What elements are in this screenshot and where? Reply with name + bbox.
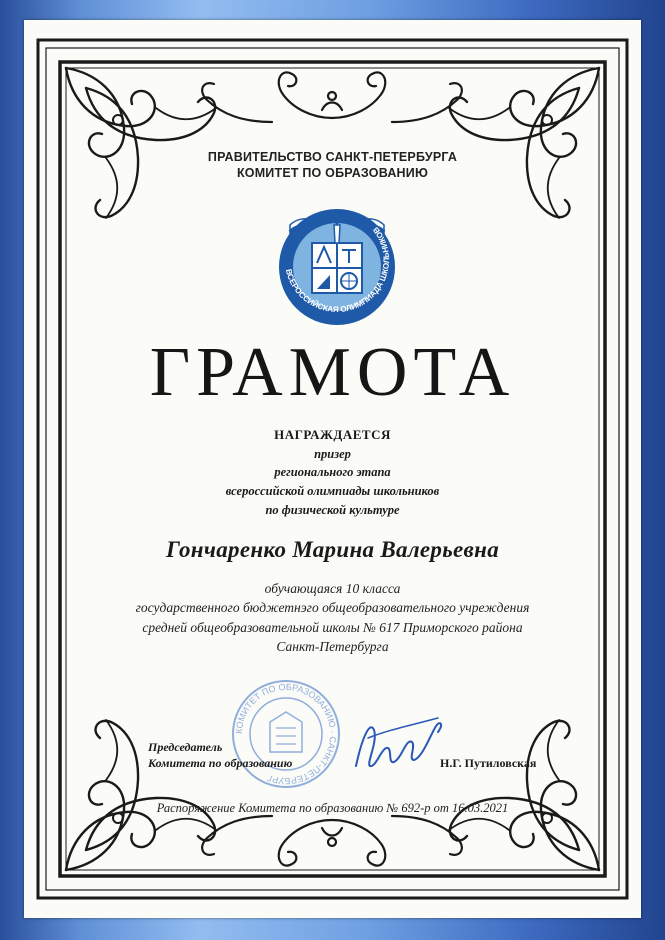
detail-line-1: обучающаяся 10 класса (264, 581, 401, 596)
header-line-2: КОМИТЕТ ПО ОБРАЗОВАНИЮ (236, 166, 429, 180)
detail-line-3: средней общеобразовательной школы № 617 Приморского района (142, 620, 523, 635)
award-line-1: призер (314, 447, 351, 461)
awarded-heading: НАГРАЖДАЕТСЯ (274, 427, 391, 442)
recipient-name: Гончаренко Марина Валерьевна (165, 537, 499, 562)
emblem-ring-text: ВСЕРОССИЙСКАЯ ОЛИМПИАДА ШКОЛЬНИКОВ (283, 225, 392, 315)
signer-position-line-2: Комитета по образованию (148, 756, 293, 770)
certificate-title: ГРАМОТА (149, 334, 516, 411)
stamp-ring-text: КОМИТЕТ ПО ОБРАЗОВАНИЮ · САНКТ-ПЕТЕРБУРГ (233, 681, 339, 787)
award-line-3: всероссийской олимпиады школьников (225, 484, 440, 498)
official-stamp-icon (230, 678, 342, 790)
handwritten-signature-icon (348, 708, 448, 778)
olympiad-emblem-icon (272, 195, 402, 325)
header-line-1: ПРАВИТЕЛЬСТВО САНКТ-ПЕТЕРБУРГА (207, 150, 458, 164)
award-line-2: регионального этапа (274, 465, 391, 479)
detail-line-2: государственного бюджетнэго общеобразовательного учреждения (135, 600, 530, 615)
signer-name: Н.Г. Путиловская (440, 756, 537, 770)
order-reference: Распоряжение Комитета по образованию № 692-р от 16.03.2021 (156, 801, 509, 815)
award-line-4: по физической культуре (265, 503, 400, 517)
signer-position-line-1: Председатель (148, 740, 223, 754)
detail-line-4: Санкт-Петербурга (276, 639, 389, 654)
